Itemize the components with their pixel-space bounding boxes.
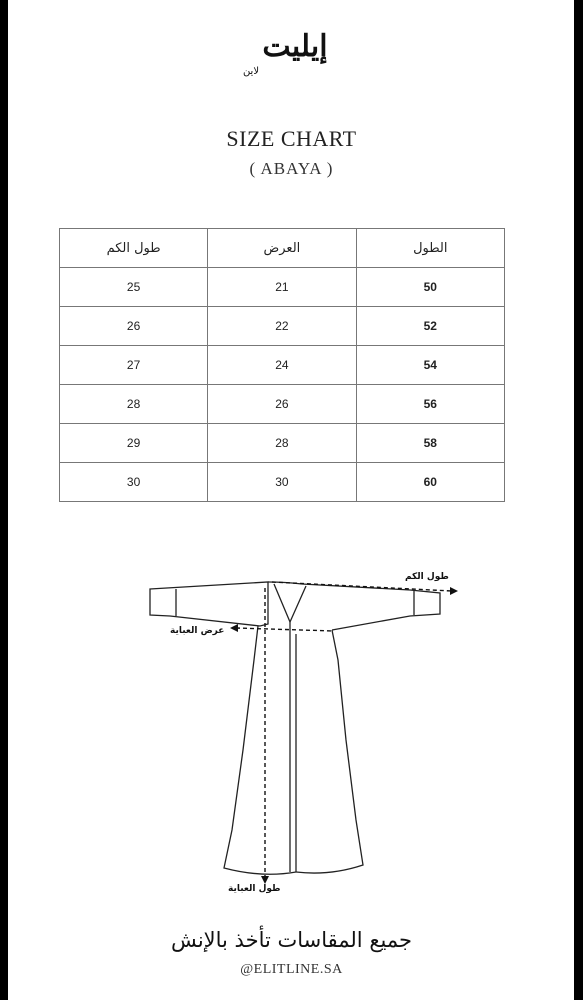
page-title: SIZE CHART [226,126,357,151]
brand-logo-sub: لاين [242,66,260,77]
page-subtitle: ( ABAYA ) [249,159,334,178]
arrow-right-icon [450,587,458,595]
table-header-row [60,229,505,268]
cell-length: 52 [356,307,504,346]
header-width: العرض [208,229,356,268]
social-handle: @ELITLINE.SA [240,962,343,977]
table-row [60,307,505,346]
cell-width: 26 [208,385,356,424]
cell-width: 30 [208,463,356,502]
table-row [60,346,505,385]
cell-length: 58 [356,424,504,463]
label-abaya-length: طول العباية [228,884,281,894]
cell-sleeve: 26 [60,307,208,346]
label-sleeve-length: طول الكم [405,572,449,582]
table-row [60,268,505,307]
brand-logo: إيليت [262,29,328,64]
cell-width: 24 [208,346,356,385]
cell-sleeve: 25 [60,268,208,307]
arrow-heads [230,587,458,884]
cell-length: 54 [356,346,504,385]
arrow-down-icon [261,876,269,884]
table-row [60,424,505,463]
cell-width: 22 [208,307,356,346]
size-chart-table [59,228,505,502]
cell-width: 28 [208,424,356,463]
cell-width: 21 [208,268,356,307]
header-sleeve-length: طول الكم [60,229,208,268]
arrow-left-icon [230,624,238,632]
cell-sleeve: 27 [60,346,208,385]
header-length: الطول [356,229,504,268]
cell-length: 56 [356,385,504,424]
cell-length: 50 [356,268,504,307]
table-row [60,385,505,424]
cell-sleeve: 30 [60,463,208,502]
cell-sleeve: 28 [60,385,208,424]
measurement-note: جميع المقاسات تأخذ بالإنش [171,928,412,952]
cell-sleeve: 29 [60,424,208,463]
table-row [60,463,505,502]
abaya-measurement-diagram [0,560,583,900]
cell-length: 60 [356,463,504,502]
label-abaya-width: عرض العباية [170,626,225,636]
measurement-lines [236,582,452,878]
